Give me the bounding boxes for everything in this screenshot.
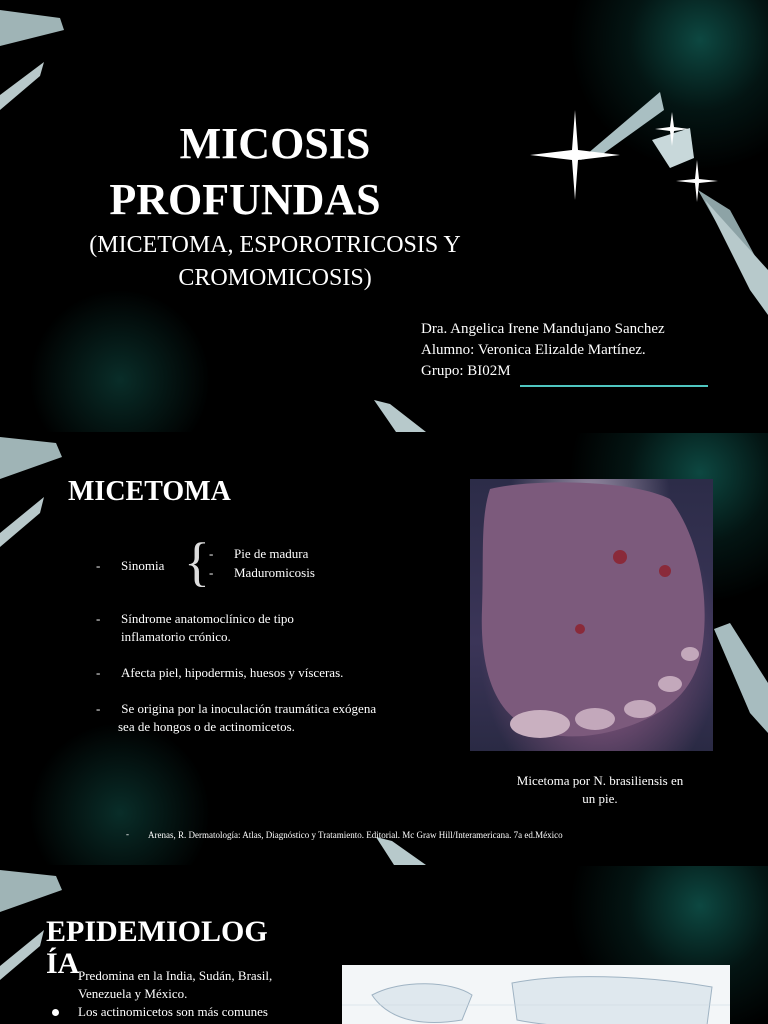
subtitle-line: (MICETOMA, ESPOROTRICOSIS Y xyxy=(89,232,461,258)
bullet-dash: - xyxy=(126,829,129,839)
sparkle-icon xyxy=(655,112,689,146)
heading-line: EPIDEMIOLOG xyxy=(46,915,268,948)
bullet-text: Los actinomicetos son más comunes xyxy=(78,1004,268,1019)
sinonimia-label: Sinomia xyxy=(121,558,165,573)
sinonimia-item: Maduromicosis xyxy=(234,565,315,580)
page-title xyxy=(100,116,450,228)
bullet-text: Síndrome anatomoclínico de tipo inflamatorio crónico. xyxy=(121,611,294,644)
reference-text: Arenas, R. Dermatología: Atlas, Diagnóstico y Tratamiento. Editorial. Mc Graw Hill/Interamericana. 7a ed.México xyxy=(148,830,563,840)
photo-caption xyxy=(490,772,710,808)
caption-line: Micetoma por N. brasiliensis en xyxy=(516,773,684,788)
title-line: PROFUNDAS xyxy=(109,175,381,224)
author-line: Dra. Angelica Irene Mandujano Sanchez xyxy=(421,321,665,337)
author-line: Grupo: BI02M xyxy=(421,363,511,379)
bullet-text: Se origina por la inoculación traumática exógena sea de hongos o de actinomicetos. xyxy=(118,701,380,734)
bullet-dash: - xyxy=(96,558,101,573)
caption-line: un pie. xyxy=(582,791,618,806)
bullet-dash: - xyxy=(96,665,101,680)
world-map-image xyxy=(342,965,730,1024)
author-line: Alumno: Veronica Elizalde Martínez. xyxy=(421,342,646,358)
bullet-dash: - xyxy=(209,565,214,580)
bullet-dash: - xyxy=(96,701,101,716)
bullet-dash: - xyxy=(209,546,214,561)
brace-symbol: { xyxy=(184,532,210,592)
title-line: MICOSIS xyxy=(179,119,371,168)
bullet-text: Afecta piel, hipodermis, huesos y vísceras. xyxy=(121,665,344,680)
authors-block xyxy=(421,319,665,382)
crystal-shard-decoration xyxy=(0,0,80,120)
heading-line: ÍA xyxy=(46,947,80,980)
crystal-shard-decoration xyxy=(370,396,430,432)
foot-photo xyxy=(470,479,713,751)
accent-underline xyxy=(520,385,708,387)
sparkle-icon xyxy=(530,110,620,200)
world-map-illustration xyxy=(342,965,730,1024)
slide-epidemiologia xyxy=(0,866,768,1024)
slide-title xyxy=(0,0,768,432)
subtitle xyxy=(40,229,510,295)
bullet-text: Predomina en la India, Sudán, Brasil, Venezuela y México. xyxy=(78,968,273,1001)
bullet-dash: - xyxy=(96,611,101,626)
bullet-dot xyxy=(52,1009,59,1016)
slide-micetoma xyxy=(0,433,768,865)
sparkle-icon xyxy=(676,160,718,202)
subtitle-line: CROMOMICOSIS) xyxy=(178,265,372,291)
foot-illustration xyxy=(470,479,713,751)
section-heading: MICETOMA xyxy=(68,476,231,507)
sinonimia-item: Pie de madura xyxy=(234,546,309,561)
